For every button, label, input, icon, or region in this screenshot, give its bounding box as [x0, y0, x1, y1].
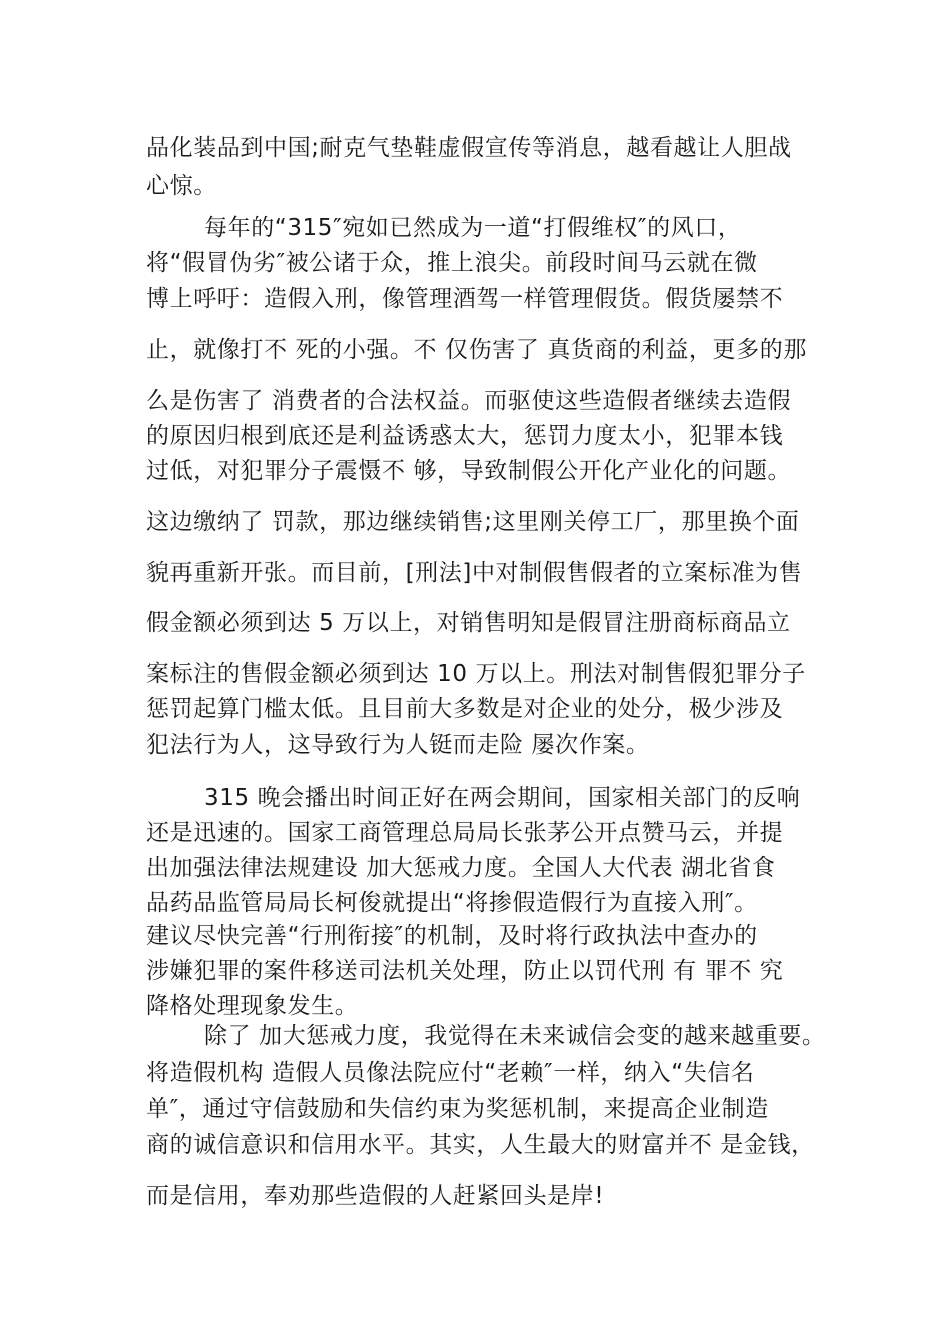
paragraph-line: 貌再重新开张。而目前，[刑法]中对制假售假者的立案标准为售 [146, 560, 803, 586]
paragraph-line: 止，就像打不 死的小强。不 仅伤害了 真货商的利益，更多的那 [146, 337, 807, 363]
paragraph-line: 心惊。 [146, 173, 217, 199]
paragraph-line: 建议尽快完善“行刑衔接″的机制，及时将行政执法中查办的 [146, 923, 758, 949]
paragraph-line: 将“假冒伪劣″被公诸于众，推上浪尖。前段时间马云就在微 [146, 250, 758, 276]
paragraph-line: 的原因归根到底还是利益诱惑太大，惩罚力度太小，犯罪本钱 [146, 423, 784, 449]
paragraph-line: 惩罚起算门槛太低。且目前大多数是对企业的处分，极少涉及 [146, 696, 784, 722]
paragraph-line: 这边缴纳了 罚款，那边继续销售;这里刚关停工厂，那里换个面 [146, 509, 800, 535]
paragraph-line: 降格处理现象发生。 [146, 993, 359, 1019]
paragraph-line: 出加强法律法规建设 加大惩戒力度。全国人大代表 湖北省食 [146, 855, 776, 881]
paragraph-line: 案标注的售假金额必须到达 10 万以上。刑法对制售假犯罪分子 [146, 661, 806, 687]
paragraph-line: 犯法行为人，这导致行为人铤而走险 屡次作案。 [146, 732, 650, 758]
paragraph-line: 还是迅速的。国家工商管理总局局长张茅公开点赞马云，并提 [146, 820, 784, 846]
paragraph-line: 而是信用，奉劝那些造假的人赶紧回头是岸! [146, 1183, 605, 1209]
paragraph-line: 除了 加大惩戒力度，我觉得在未来诚信会变的越来越重要。 [204, 1023, 826, 1049]
paragraph-line: 博上呼吁：造假入刑，像管理酒驾一样管理假货。假货屡禁不 [146, 286, 784, 312]
paragraph-line: 涉嫌犯罪的案件移送司法机关处理，防止以罚代刑 有 罪不 究 [146, 958, 784, 984]
paragraph-line: 单″，通过守信鼓励和失信约束为奖惩机制，来提高企业制造 [146, 1096, 769, 1122]
paragraph-line: 假金额必须到达 5 万以上，对销售明知是假冒注册商标商品立 [146, 610, 791, 636]
paragraph-line: 每年的“315″宛如已然成为一道“打假维权″的风口， [204, 215, 742, 241]
paragraph-line: 品药品监管局局长柯俊就提出“将掺假造假行为直接入刑″。 [146, 890, 758, 916]
paragraph-line: 品化装品到中国;耐克气垫鞋虚假宣传等消息，越看越让人胆战 [146, 135, 792, 161]
paragraph-line: 商的诚信意识和信用水平。其实，人生最大的财富并不 是金钱， [146, 1132, 815, 1158]
paragraph-line: 过低，对犯罪分子震慑不 够，导致制假公开化产业化的问题。 [146, 458, 792, 484]
paragraph-line: 315 晚会播出时间正好在两会期间，国家相关部门的反响 [204, 785, 801, 811]
paragraph-line: 么是伤害了 消费者的合法权益。而驱使这些造假者继续去造假 [146, 388, 792, 414]
paragraph-line: 将造假机构 造假人员像法院应付“老赖″一样，纳入“失信名 [146, 1060, 755, 1086]
